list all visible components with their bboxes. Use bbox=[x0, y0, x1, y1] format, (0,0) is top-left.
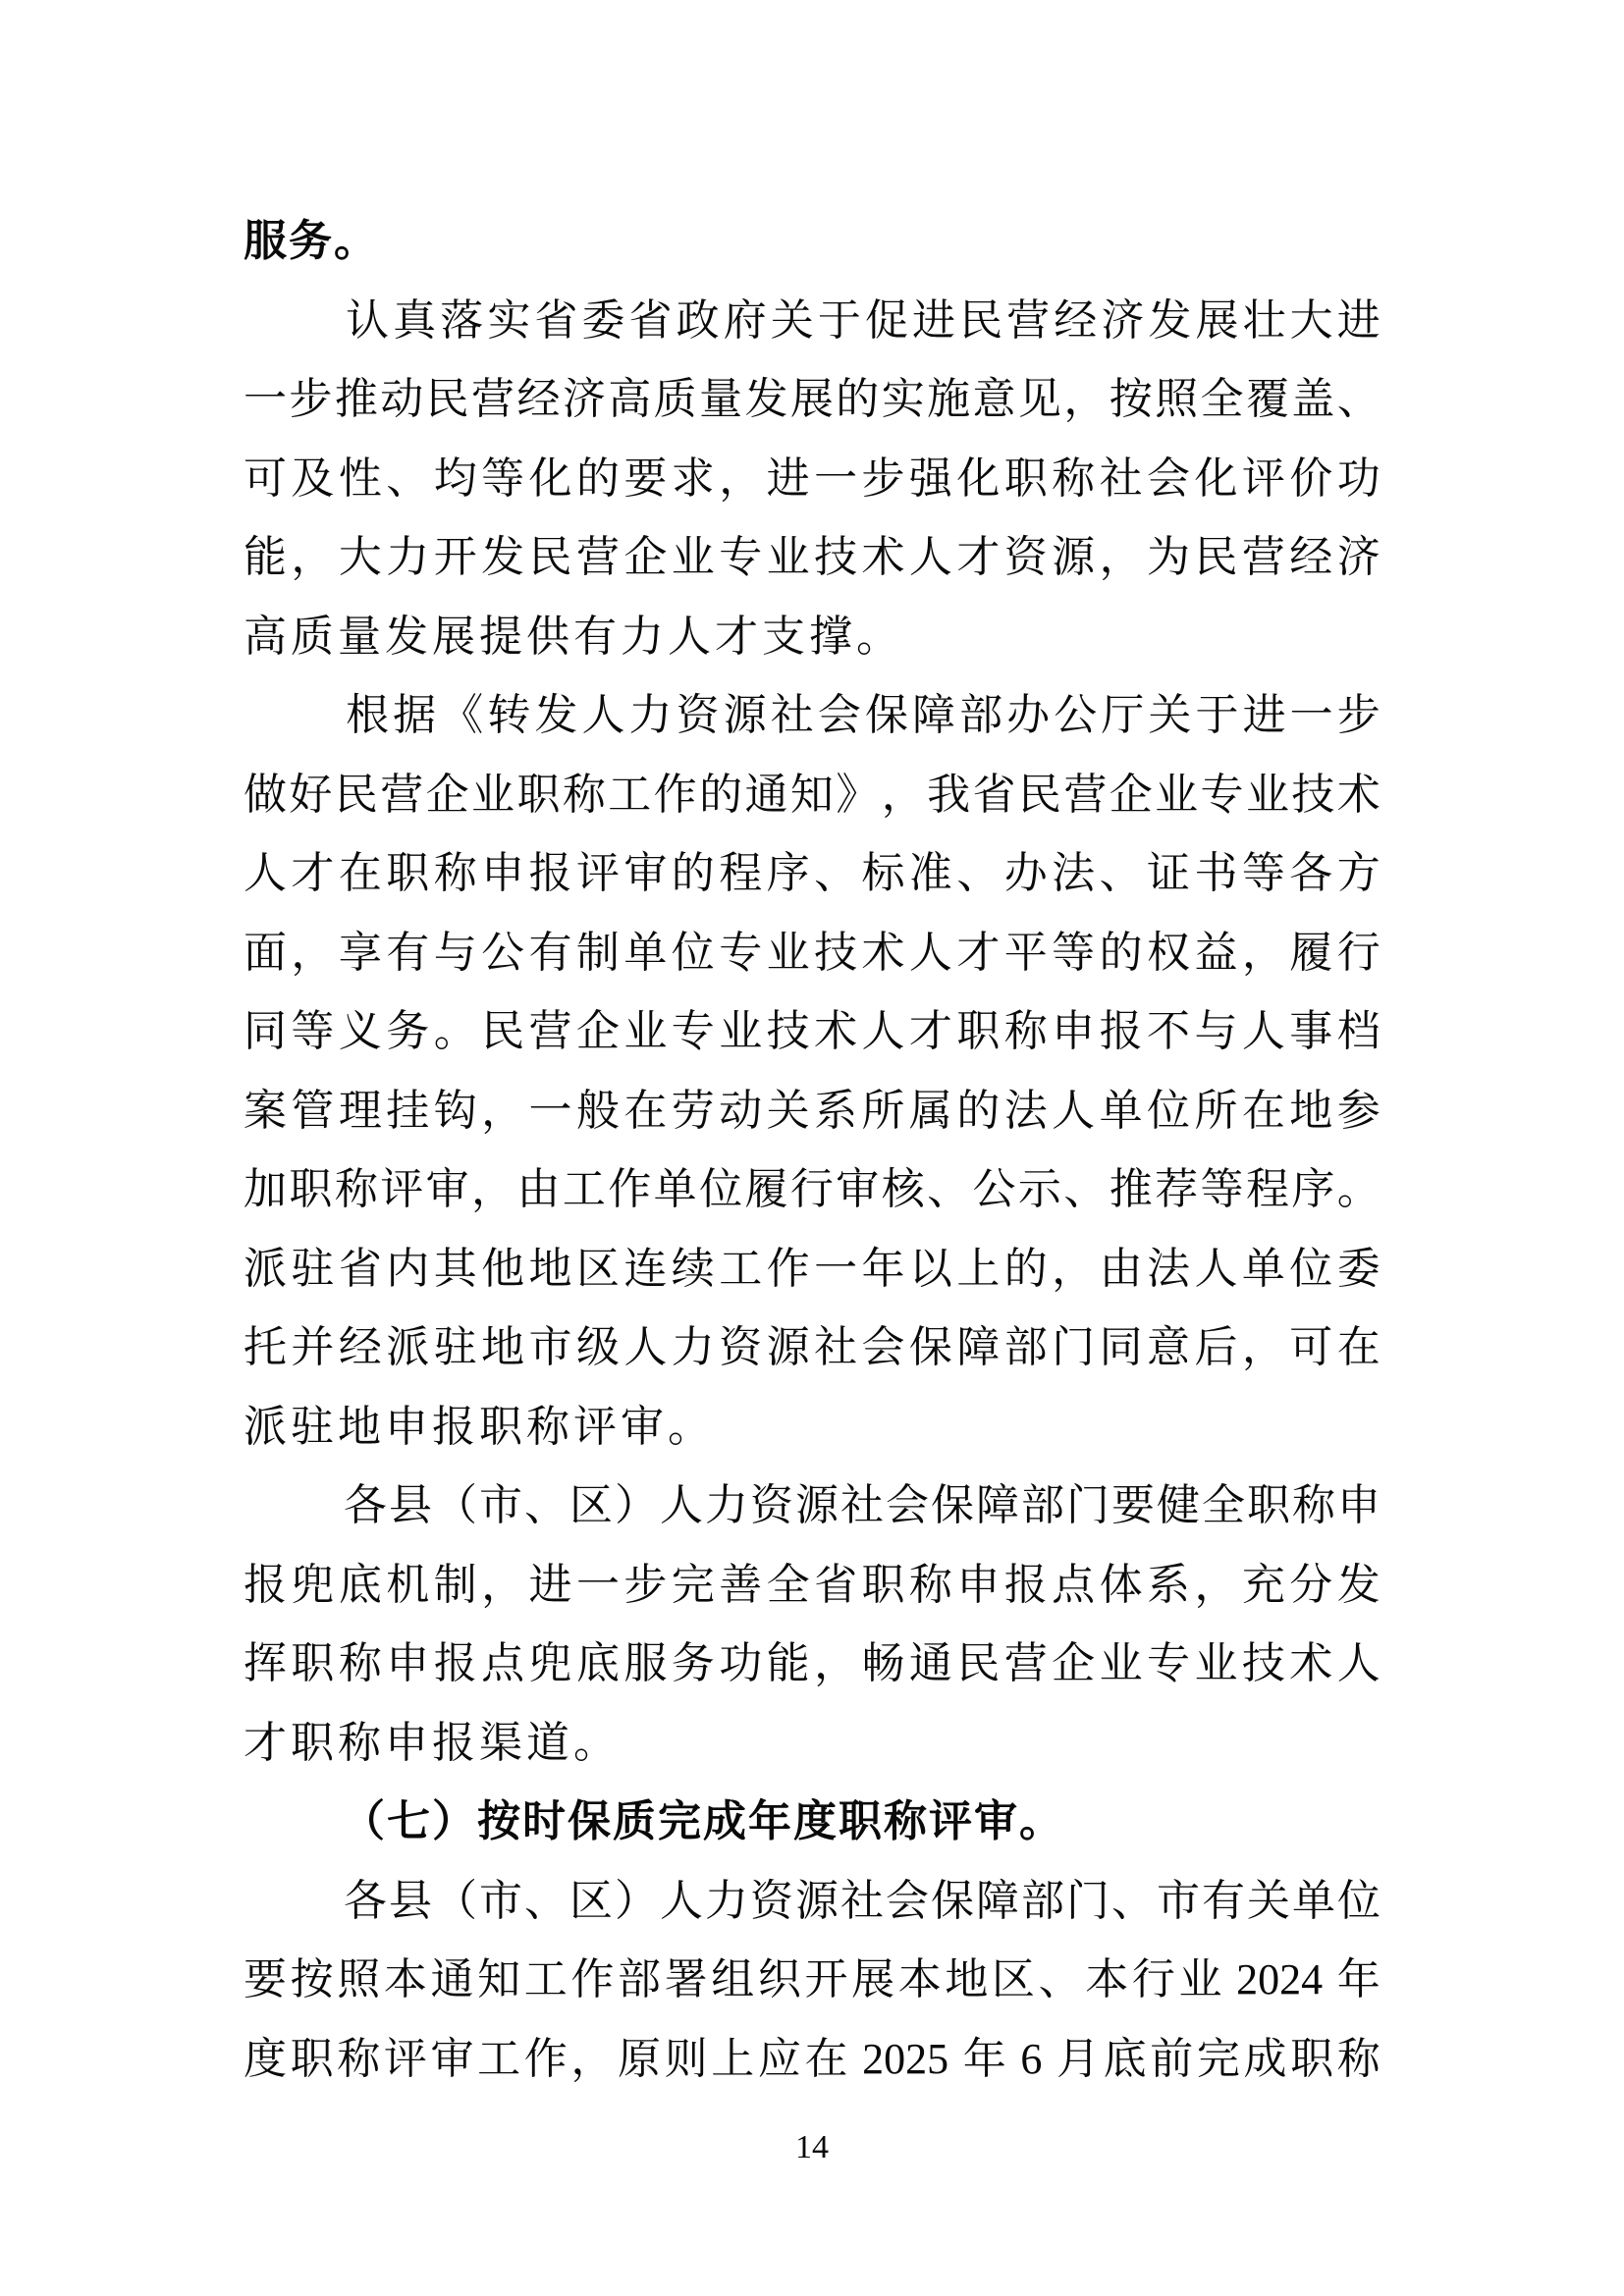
text-line: 面 ， 享 有 与 公 有 制 单 位 专 业 技 术 人 才 平 等 的 权 益 ， 履 行 bbox=[244, 928, 1380, 977]
text-line: 同 等 义 务 。 民 营 企 业 专 业 技 术 人 才 职 称 申 报 不 与 人 事 档 bbox=[244, 1007, 1380, 1055]
text-line: 可 及 性 、 均 等 化 的 要 求 ， 进 一 步 强 化 职 称 社 会 化 评 价 功 bbox=[244, 454, 1380, 503]
text-line: 能 ， 大 力 开 发 民 营 企 业 专 业 技 术 人 才 资 源 ， 为 民 营 经 济 bbox=[244, 533, 1380, 581]
text-line: 要 按 照 本 通 知 工 作 部 署 组 织 开 展 本 地 区 、 本 行 业 2024 年 bbox=[244, 1955, 1380, 2003]
text-line: 托 并 经 派 驻 地 市 级 人 力 资 源 社 会 保 障 部 门 同 意 后 ， 可 在 bbox=[244, 1323, 1380, 1371]
document-body bbox=[244, 202, 1380, 2099]
text-line: 挥 职 称 申 报 点 兜 底 服 务 功 能 ， 畅 通 民 营 企 业 专 业 技 术 人 bbox=[244, 1639, 1380, 1687]
text-line: 服务。 bbox=[244, 217, 379, 265]
text-line: 高质量发展提供有力人才支撑。 bbox=[244, 612, 903, 661]
text-line: 加 职 称 评 审 ， 由 工 作 单 位 履 行 审 核 、 公 示 、 推 荐 等 程 序 。 bbox=[244, 1165, 1380, 1213]
text-line: 才职称申报渠道。 bbox=[244, 1718, 621, 1767]
text-line: 根 据 《 转 发 人 力 资 源 社 会 保 障 部 办 公 厅 关 于 进 一 步 bbox=[346, 691, 1380, 739]
text-line: （七）按时保质完成年度职称评审。 bbox=[342, 1797, 1064, 1845]
text-line: 报 兜 底 机 制 ， 进 一 步 完 善 全 省 职 称 申 报 点 体 系 ， 充 分 发 bbox=[244, 1560, 1380, 1609]
text-line: 一 步 推 动 民 营 经 济 高 质 量 发 展 的 实 施 意 见 ， 按 照 全 覆 盖 、 bbox=[244, 375, 1380, 423]
text-line: 做 好 民 营 企 业 职 称 工 作 的 通 知 》 ， 我 省 民 营 企 业 专 业 技 术 bbox=[244, 770, 1380, 819]
text-line: 派 驻 省 内 其 他 地 区 连 续 工 作 一 年 以 上 的 ， 由 法 人 单 位 委 bbox=[244, 1244, 1380, 1293]
text-line: 各 县 （ 市 、 区 ） 人 力 资 源 社 会 保 障 部 门 、 市 有 关 单 位 bbox=[344, 1876, 1380, 1925]
text-line: 案 管 理 挂 钩 ， 一 般 在 劳 动 关 系 所 属 的 法 人 单 位 所 在 地 参 bbox=[244, 1086, 1380, 1135]
text-line: 派驻地申报职称评审。 bbox=[244, 1402, 715, 1451]
page-number: 14 bbox=[795, 2129, 829, 2165]
text-line: 度 职 称 评 审 工 作 ， 原 则 上 应 在 2025 年 6 月 底 前 完 成 职 称 bbox=[244, 2034, 1380, 2083]
text-line: 各 县 （ 市 、 区 ） 人 力 资 源 社 会 保 障 部 门 要 健 全 职 称 申 bbox=[344, 1481, 1380, 1529]
text-line: 认 真 落 实 省 委 省 政 府 关 于 促 进 民 营 经 济 发 展 壮 大 进 bbox=[346, 295, 1380, 345]
text-line: 人 才 在 职 称 申 报 评 审 的 程 序 、 标 准 、 办 法 、 证 书 等 各 方 bbox=[244, 849, 1380, 897]
